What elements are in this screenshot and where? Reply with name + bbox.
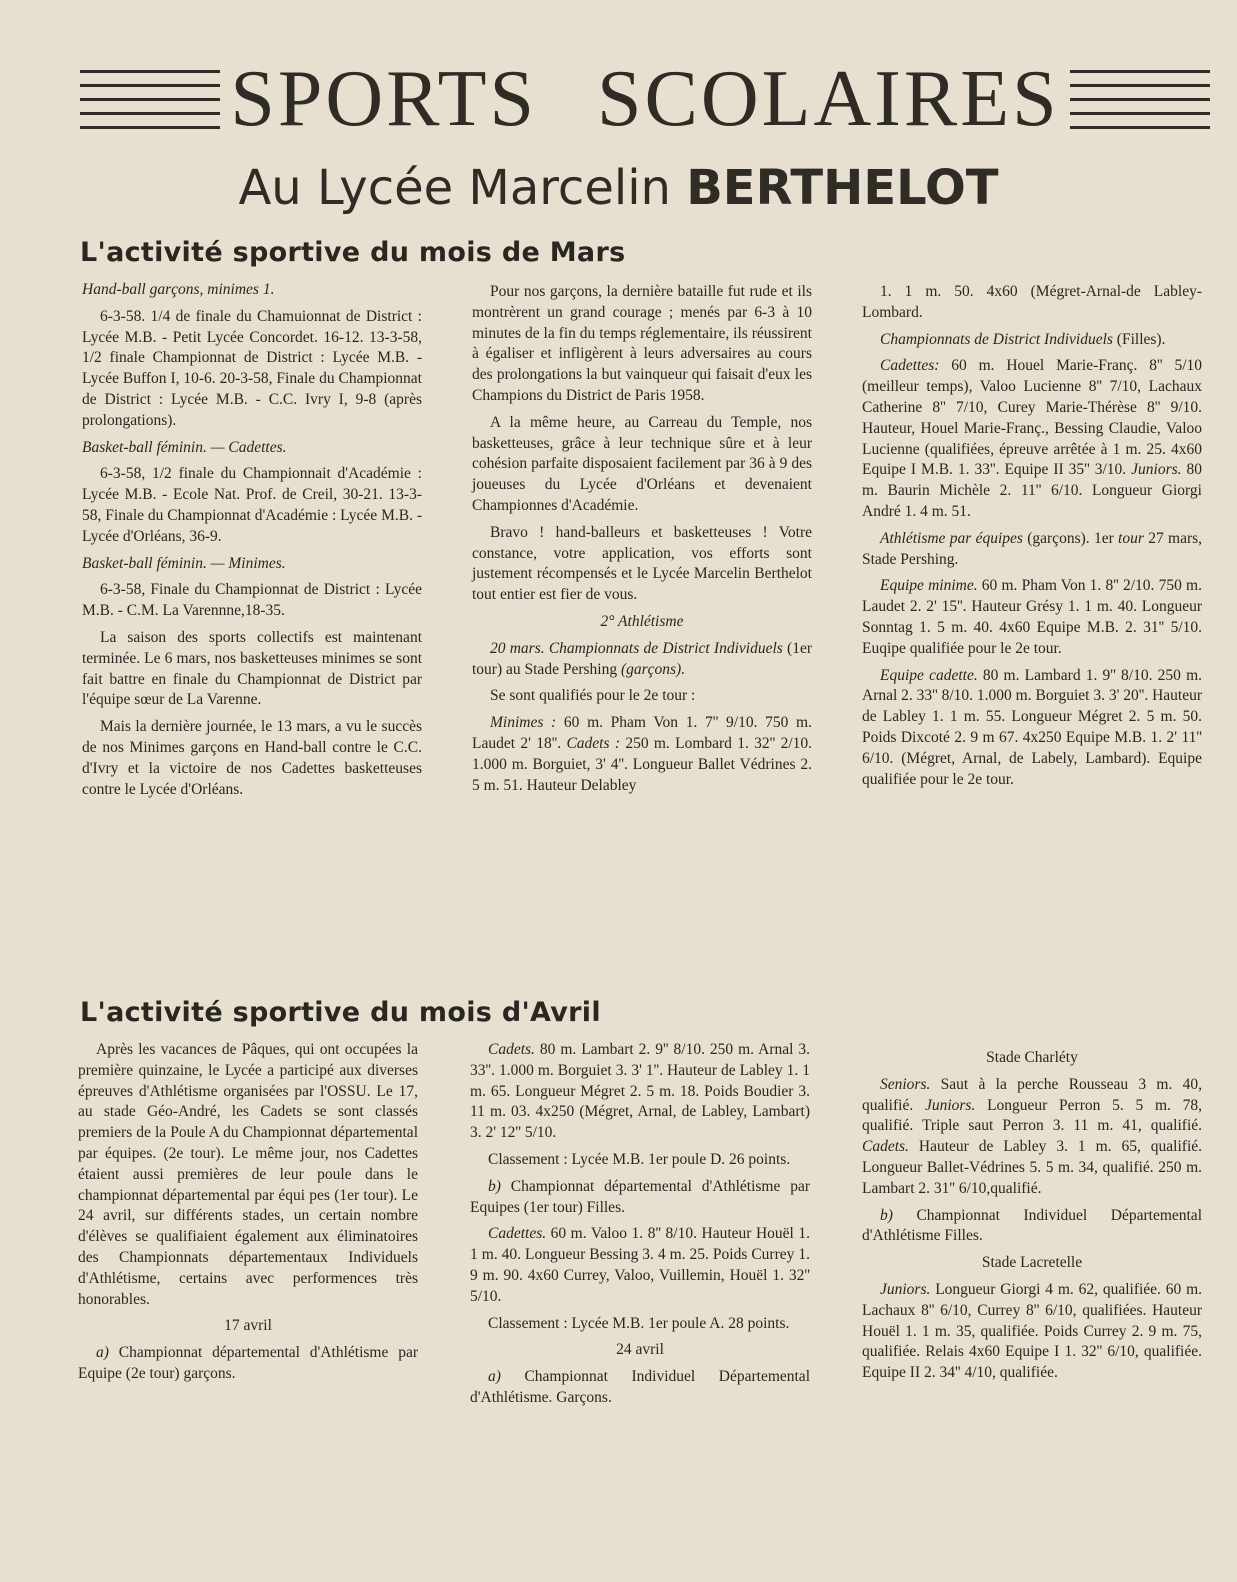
article-subhead: Basket-ball féminin. — Cadettes.	[82, 438, 287, 456]
subtitle-prefix: Au Lycée Marcelin	[238, 160, 671, 216]
article-paragraph: 6-3-58. 1/4 de finale du Chamuionnat de District : Lycée M.B. - Petit Lycée Concordet. 16-12. 13-3-58, 1/2 finale Championnat de District : Lycée M.B. - Lycée Buffon I, 10-6. 20-3-58, Finale du Championnat de District : Lycée M.B. - C.C. Ivry I, 9-8 (après prolongations).	[82, 307, 422, 429]
italic-run: Cadets :	[566, 734, 620, 752]
italic-run: (garçons).	[620, 660, 686, 678]
italic-run: Seniors.	[880, 1075, 931, 1093]
text-run: 250 m. Lombard 1. 32'' 2/10. 1.000 m. Borguiet, 3' 4''. Longueur Ballet Védrines 2. 5 m. 51. Hauteur Delabley	[472, 734, 812, 794]
text-run: 60 m. Pham Von 1. 8'' 2/10. 750 m. Laudet 2. 2' 15''. Hauteur Grésy 1. 1 m. 40. Longueur Sonntag 1. 5 m. 40. 4x60 Equipe M.B. 2. 31'' 5/10. Euqipe qualifiée pour le 2e tour.	[862, 577, 1202, 657]
article-paragraph	[470, 1367, 810, 1409]
italic-run: Equipe minime.	[880, 577, 978, 595]
text-run: Championnat départemental d'Athlétisme par Equipes (1er tour) Filles.	[470, 1177, 811, 1216]
italic-run: Juniors.	[880, 1280, 931, 1298]
avril-column-3	[862, 1048, 1202, 1390]
article-paragraph: Bravo ! hand-balleurs et basketteuses ! Votre constance, votre application, vos efforts sont justement récompensés et le Lycée Marcelin Berthelot tout entier est fier de vous.	[472, 523, 812, 604]
article-paragraph: Classement : Lycée M.B. 1er poule D. 26 points.	[488, 1150, 791, 1168]
section-heading-avril: L'activité sportive du mois d'Avril	[80, 997, 601, 1028]
masthead	[80, 55, 1210, 143]
article-paragraph: Se sont qualifiés pour le 2e tour :	[490, 687, 696, 705]
article-paragraph: Mais la dernière journée, le 13 mars, a vu le succès de nos Minimes garçons en Hand-ball contre le C.C. d'Ivry et la victoire de nos Cadettes basketteuses contre le Lycée d'Orléans.	[82, 718, 422, 798]
article-paragraph	[470, 1177, 810, 1219]
text-run: Longueur Giorgi 4 m. 62, qualifiée. 60 m. Lachaux 8'' 6/10, Currey 8'' 6/10, qualifiées. Hauteur Houël 1. 1 m. 35, qualifiée. Poids Currey 2. 9 m. 75, qualifiée. Relais 4x60 Equipe I 1. 32'' 6/10, qualifiée. Equipe II 2. 34'' 4/10, qualifiée.	[862, 1280, 1203, 1382]
italic-run: 20 mars. Championnats de District Individuels	[490, 639, 783, 657]
subtitle	[0, 158, 1237, 218]
text-run: (Filles).	[1116, 330, 1166, 348]
italic-run: Equipe cadette.	[880, 666, 978, 684]
italic-run: Cadets.	[488, 1041, 535, 1058]
article-paragraph	[862, 666, 1202, 791]
decorative-rules-right	[1070, 70, 1210, 140]
venue-subhead: Stade Charléty	[986, 1049, 1078, 1066]
text-run: Championnat départemental d'Athlétisme par Equipe (2e tour) garçons.	[78, 1344, 419, 1382]
italic-run: Athlétisme par équipes	[880, 529, 1023, 547]
text-run: (1er tour) au Stade Pershing	[472, 639, 812, 678]
article-paragraph	[862, 1075, 1202, 1200]
italic-run: a)	[96, 1344, 109, 1362]
text-run: 27 mars, Stade Pershing.	[862, 529, 1203, 568]
avril-column-1	[78, 1040, 418, 1391]
text-run: 80 m. Lambart 2. 9'' 8/10. 250 m. Arnal 3. 33''. 1.000 m. Borguiet 3. 3' 1''. Hauteur de Labley 1. 1 m. 65. Longueur Mégret 2. 5 m. 18. Poids Boudier 3. 11 m. 03. 4x250 (Mégret, Arnal, de Labley, Lambart) 3. 2' 12'' 5/10.	[470, 1041, 810, 1142]
mars-column-3	[862, 282, 1202, 796]
article-paragraph	[862, 330, 1202, 351]
section-heading-mars: L'activité sportive du mois de Mars	[80, 237, 626, 268]
article-paragraph: Pour nos garçons, la dernière bataille fut rude et ils montrèrent un grand courage ; menés par 6-3 à 10 minutes de la fin du temps réglementaire, ils réussirent à égaliser et infligèrent à leurs adversaires au cours des prolongations la but vainqueur qui faisait d'eux les Champions du District de Paris 1958.	[472, 283, 812, 404]
italic-run: b)	[488, 1177, 501, 1195]
article-paragraph: A la même heure, au Carreau du Temple, nos basketteuses, grâce à leur technique sûre et à leur cohésion parfaite disposaient facilement par 36 à 9 des joueuses du Lycée d'Orléans et devenaient Championnes d'Académie.	[472, 413, 812, 514]
italic-run: Cadets.	[862, 1138, 909, 1156]
article-subhead: Basket-ball féminin. — Minimes.	[82, 554, 286, 572]
date-subhead: 17 avril	[224, 1317, 272, 1335]
subtitle-school-name: BERTHELOT	[686, 160, 999, 216]
text-run: 80 m. Lambard 1. 9'' 8/10. 250 m. Arnal 2. 33'' 8/10. 1.000 m. Borguiet 3. 3' 20''. Hauteur de Labley 1. 1 m. 55. Longueur Mégret 2. 5 m. 50. Poids Dixcoté 2. 9 m 67. 4x250 Equipe M.B. 1. 2' 11'' 6/10. (Mégret, Arnal, de Labely, Lambard). Equipe qualifiée pour le 2e tour.	[862, 666, 1203, 788]
italic-run: Cadettes.	[488, 1225, 547, 1243]
page-title	[230, 55, 1060, 143]
avril-column-2	[470, 1040, 810, 1415]
italic-run: Juniors.	[1131, 461, 1182, 479]
text-run: 60 m. Houel Marie-Franç. 8'' 5/10 (meilleur temps), Valoo Lucienne 8'' 7/10, Lachaux Catherine 8'' 7/10, Curey Marie-Thérèse 8'' 9/10. Hauteur, Houel Marie-Franç., Bessing Claudie, Valoo Lucienne (qualifiées, épreuve arrêtée à 1 m. 25. 4x60 Equipe I M.B. 1. 33''. Equipe II 35'' 3/10.	[862, 357, 1202, 479]
date-subhead: 24 avril	[616, 1341, 664, 1359]
title-word-sports: SPORTS	[230, 55, 538, 143]
article-paragraph: Classement : Lycée M.B. 1er poule A. 28 points.	[488, 1314, 790, 1332]
decorative-rules-left	[80, 70, 220, 140]
text-run: 60 m. Valoo 1. 8'' 8/10. Hauteur Houël 1. 1 m. 40. Longueur Bessing 3. 4 m. 25. Poids Currey 1. 9 m. 90. 4x60 Currey, Valoo, Vuillemin, Houël 1. 32'' 5/10.	[470, 1225, 810, 1305]
article-subhead: Hand-ball garçons, minimes 1.	[82, 281, 275, 298]
mars-column-2	[472, 282, 812, 802]
article-paragraph	[862, 529, 1202, 571]
article-paragraph	[862, 356, 1202, 522]
italic-run: b)	[880, 1206, 893, 1224]
title-word-scolaires: SCOLAIRES	[597, 55, 1060, 143]
italic-run: Juniors.	[924, 1096, 976, 1114]
article-paragraph: 6-3-58, Finale du Championnat de District : Lycée M.B. - C.M. La Varennne,18-35.	[82, 581, 422, 620]
venue-subhead: Stade Lacretelle	[981, 1254, 1083, 1272]
article-paragraph: 1. 1 m. 50. 4x60 (Mégret-Arnal-de Labley-Lombard.	[862, 283, 1202, 321]
text-run: Championnat Individuel Départemental d'Athlétisme. Garçons.	[470, 1368, 810, 1406]
article-paragraph	[862, 576, 1202, 659]
italic-run: Championnats de District Individuels	[880, 330, 1113, 348]
text-run: Hauteur de Labley 3. 1 m. 65, qualifié. Longueur Ballet-Védrines 5. 5 m. 34, qualifié. 250 m. Lambart 2. 31'' 6/10,qualifié.	[862, 1138, 1203, 1197]
article-paragraph: La saison des sports collectifs est maintenant terminée. Le 6 mars, nos basketteuses minimes se sont fait battre en finale du Championnat de District par l'équipe sœur de La Varenne.	[82, 628, 422, 709]
article-paragraph: Après les vacances de Pâques, qui ont occupées la première quinzaine, le Lycée a participé aux diverses épreuves d'Athlétisme organisées par l'OSSU. Le 17, au stade Géo-André, les Cadets se sont classés premiers de la Poule A du Championnat départemental par équipes. (2e tour). Le même jour, nos Cadettes étaient aussi premières de leur poule dans le championnat départemental par équi pes (1er tour). Le 24 avril, sur différents stades, un certain nombre d'élèves se qualifiaient également aux éliminatoires des Championnats départementaux Individuels d'Athlétisme, certains avec performences très honorables.	[78, 1041, 418, 1308]
italic-run: tour	[1118, 529, 1144, 547]
text-run: Championnat Individuel Départemental d'Athlétisme Filles.	[862, 1206, 1202, 1245]
article-paragraph	[470, 1224, 810, 1307]
mars-column-1	[82, 280, 422, 806]
article-paragraph	[862, 1280, 1202, 1384]
text-run: (garçons). 1er	[1027, 529, 1114, 547]
italic-run: Cadettes:	[880, 357, 940, 375]
text-run: Longueur Perron 5. 5 m. 78, qualifié. Triple saut Perron 3. 11 m. 41, qualifié.	[862, 1096, 1202, 1135]
article-paragraph	[470, 1040, 810, 1144]
text-run: Saut à la perche Rousseau 3 m. 40, qualifié.	[862, 1075, 1203, 1114]
text-run: 80 m. Baurin Michèle 2. 11'' 6/10. Longueur Giorgi André 1. 4 m. 51.	[862, 461, 1203, 520]
article-subhead: 2° Athlétisme	[600, 612, 684, 630]
italic-run: Minimes :	[490, 714, 557, 732]
article-paragraph	[78, 1343, 418, 1385]
article-paragraph: 6-3-58, 1/2 finale du Championnait d'Académie : Lycée M.B. - Ecole Nat. Prof. de Creil, 30-21. 13-3-58, Finale du Championnat d'Académie : Lycée M.B. - Lycée d'Orléans, 36-9.	[82, 465, 422, 545]
article-paragraph	[472, 713, 812, 796]
article-paragraph	[862, 1206, 1202, 1248]
italic-run: a)	[488, 1368, 501, 1386]
article-paragraph	[472, 639, 812, 681]
text-run: 60 m. Pham Von 1. 7'' 9/10. 750 m. Laudet 2' 18''.	[472, 714, 812, 752]
